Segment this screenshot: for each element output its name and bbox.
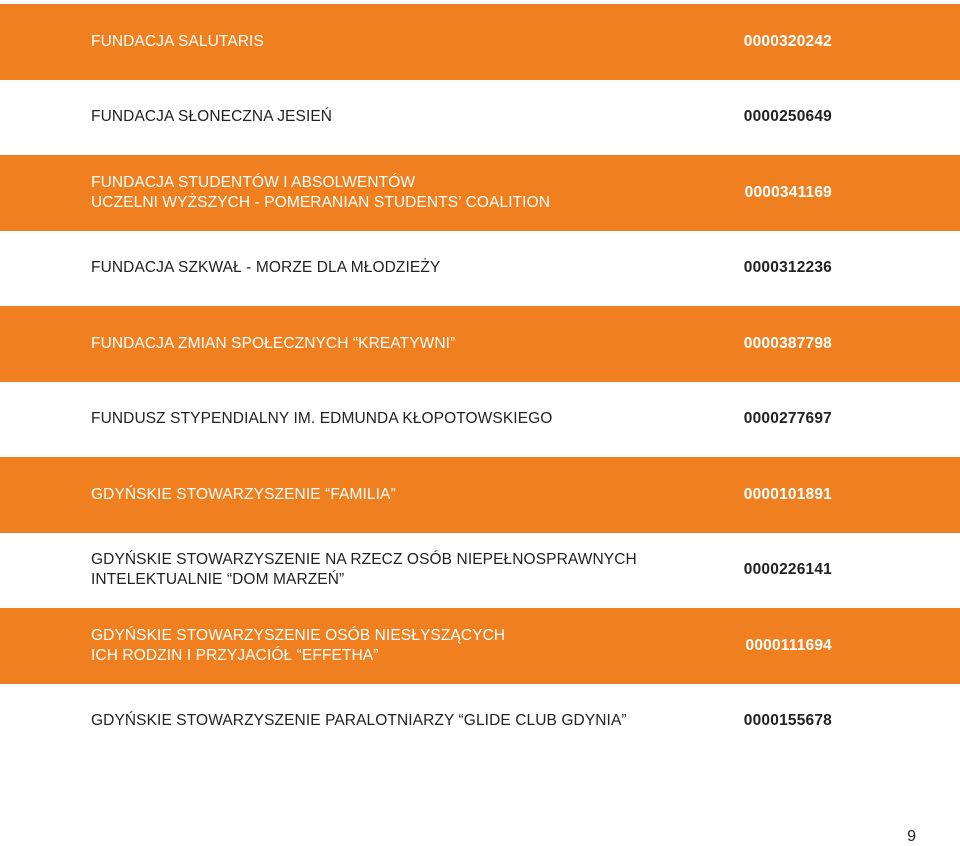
krs-number: 0000320242 (743, 32, 832, 50)
table-row (0, 306, 960, 382)
krs-number: 0000387798 (743, 334, 832, 352)
table-row (0, 4, 960, 80)
page-number: 9 (907, 828, 916, 845)
krs-number: 0000277697 (743, 410, 832, 428)
krs-number: 0000111694 (745, 636, 832, 654)
organization-name: GDYŃSKIE STOWARZYSZENIE OSÓB NIESŁYSZĄCYCH ICH RODZIN I PRZYJACIÓŁ “EFFETHA” (91, 626, 506, 664)
krs-number: 0000155678 (743, 712, 832, 730)
table-row (0, 608, 960, 684)
organization-table (0, 4, 960, 759)
krs-number: 0000312236 (743, 259, 832, 277)
organization-name: FUNDACJA SZKWAŁ - MORZE DLA MŁODZIEŻY (91, 259, 441, 277)
table-row (0, 457, 960, 533)
table-row (0, 533, 960, 609)
organization-name: FUNDUSZ STYPENDIALNY IM. EDMUNDA KŁOPOTOWSKIEGO (91, 410, 553, 428)
organization-name: GDYŃSKIE STOWARZYSZENIE PARALOTNIARZY “GLIDE CLUB GDYNIA” (91, 712, 627, 730)
table-row (0, 155, 960, 231)
organization-name: GDYŃSKIE STOWARZYSZENIE “FAMILIA” (91, 485, 396, 503)
krs-number: 0000341169 (744, 183, 832, 201)
table-row (0, 382, 960, 458)
table-row (0, 80, 960, 156)
krs-number: 0000226141 (743, 561, 832, 579)
organization-name: FUNDACJA SŁONECZNA JESIEŃ (91, 108, 333, 126)
table-row (0, 684, 960, 760)
organization-name: FUNDACJA ZMIAN SPOŁECZNYCH “KREATYWNI” (91, 334, 456, 352)
krs-number: 0000101891 (743, 485, 832, 503)
table-row (0, 231, 960, 307)
organization-name: GDYŃSKIE STOWARZYSZENIE NA RZECZ OSÓB NIEPEŁNOSPRAWNYCH INTELEKTUALNIE “DOM MARZEŃ” (91, 551, 637, 589)
organization-name: FUNDACJA SALUTARIS (91, 32, 264, 50)
krs-number: 0000250649 (743, 108, 832, 126)
organization-name: FUNDACJA STUDENTÓW I ABSOLWENTÓW UCZELNI WYŻSZYCH - POMERANIAN STUDENTS’ COALITION (91, 173, 551, 211)
